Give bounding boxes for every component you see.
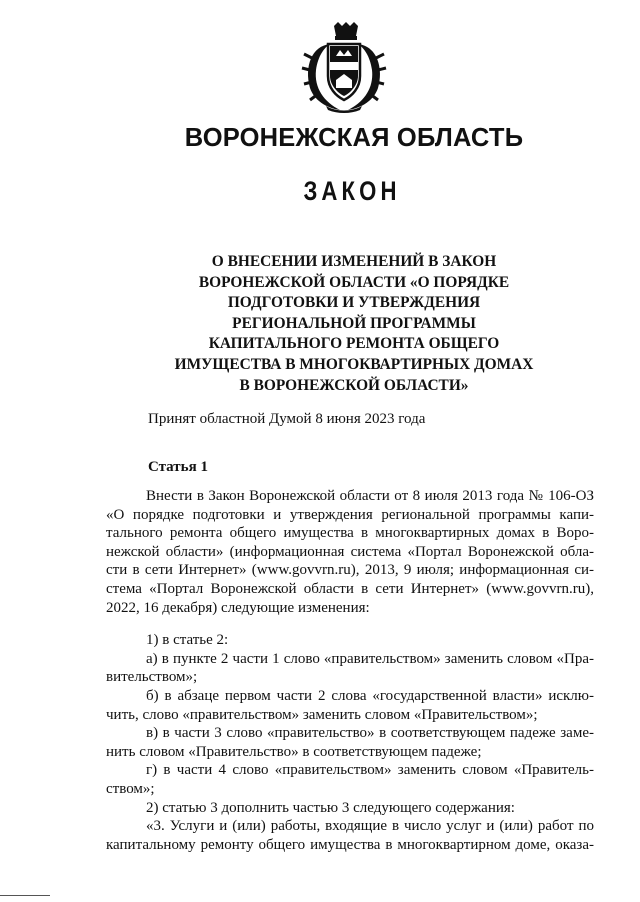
list-item-line: б) в абзаце первом части 2 слова «государственной власти» исклю- (146, 687, 594, 704)
paragraph-line: тального ремонта общего имущества в многоквартирных домах в Воро- (106, 525, 594, 542)
list-item-line: ством»; (106, 780, 155, 797)
paragraph-line: сти в сети Интернет» (www.govvrn.ru), 2013, 9 июля; информационная си- (106, 562, 594, 579)
article-title: Статья 1 (148, 459, 208, 475)
law-heading (140, 252, 568, 396)
list-item-line: капитальному ремонту общего имущества в многоквартирном доме, оказа- (106, 836, 594, 853)
paragraph-line: нежской области» (информационная система «Портал Воронежской обла- (106, 543, 594, 560)
list-item-line: чить, слово «правительством» заменить словом «Правительством»; (106, 706, 538, 723)
document-type-title: ЗАКОН (303, 176, 401, 206)
article-body (106, 487, 594, 854)
paragraph-line: 2022, 16 декабря) следующие изменения: (106, 599, 370, 616)
list-item-line: нить словом «Правительство» в соответствующем падеже; (106, 743, 482, 760)
list-item-line: г) в части 4 слово «правительством» заменить словом «Правитель- (146, 762, 594, 779)
region-title: ВОРОНЕЖСКАЯ ОБЛАСТЬ (184, 124, 524, 152)
law-heading-line: ВОРОНЕЖСКОЙ ОБЛАСТИ «О ПОРЯДКЕ (198, 273, 510, 291)
law-heading-line: В ВОРОНЕЖСКОЙ ОБЛАСТИ» (239, 376, 469, 394)
paragraph-line: Внести в Закон Воронежской области от 8 июля 2013 года № 106-ОЗ (146, 488, 594, 504)
list-item-line: в) в части 3 слово «правительство» в соответствующем падеже заме- (146, 725, 594, 742)
law-heading-line: ИМУЩЕСТВА В МНОГОКВАРТИРНЫХ ДОМАХ (174, 355, 534, 373)
law-heading-line: КАПИТАЛЬНОГО РЕМОНТА ОБЩЕГО (208, 335, 500, 353)
list-item-line: «3. Услуги и (или) работы, входящие в число услуг и (или) работ по (146, 818, 594, 835)
footnote-separator (0, 895, 50, 896)
law-heading-line: О ВНЕСЕНИИ ИЗМЕНЕНИЙ В ЗАКОН (211, 253, 497, 270)
adoption-date: Принят областной Думой 8 июня 2023 года (148, 411, 426, 427)
voronezh-coat-of-arms-icon (300, 22, 388, 114)
paragraph-line: «О порядке подготовки и утверждения региональной программы капи- (106, 506, 594, 523)
list-item-line: 2) статью 3 дополнить частью 3 следующего содержания: (146, 799, 515, 816)
list-item-line: 1) в статье 2: (146, 632, 229, 649)
paragraph-line: стема «Портал Воронежской области в сети Интернет» (www.govvrn.ru), (106, 580, 594, 597)
list-item-line: а) в пункте 2 части 1 слово «правительством» заменить словом «Пра- (146, 650, 594, 667)
law-heading-line: ПОДГОТОВКИ И УТВЕРЖДЕНИЯ (227, 294, 481, 312)
list-item-line: вительством»; (106, 669, 198, 686)
law-heading-line: РЕГИОНАЛЬНОЙ ПРОГРАММЫ (232, 314, 476, 332)
